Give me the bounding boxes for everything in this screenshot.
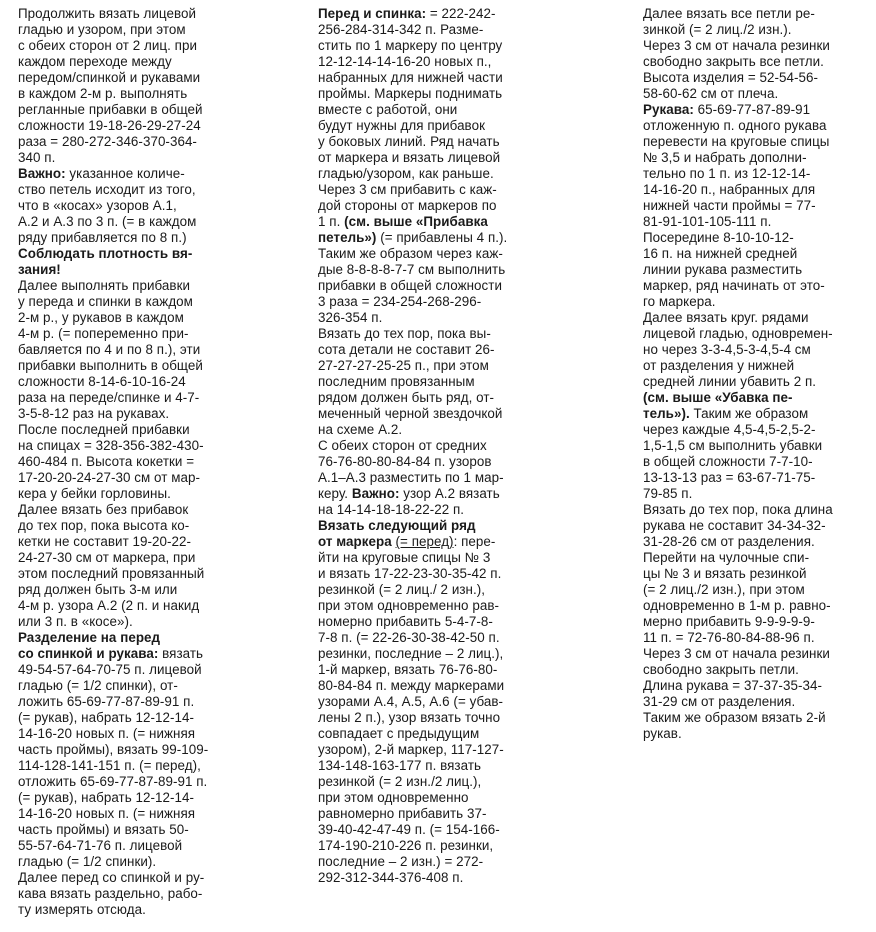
text-line: 13-13-13 раз = 63-67-71-75- bbox=[643, 470, 816, 485]
paragraph-division bbox=[18, 662, 208, 918]
text-line: кера у бейки горловины. bbox=[18, 486, 171, 501]
text-line: узором), 2-й маркер, 117-127- bbox=[318, 742, 504, 757]
text-line: с обеих сторон от 2 лиц. при bbox=[18, 38, 198, 53]
text-line: 49-54-57-64-70-75 п. лицевой bbox=[18, 662, 202, 677]
text-line: ложить 65-69-77-87-89-91 п. bbox=[18, 694, 195, 709]
text-line: кетки не составит 19-20-22- bbox=[18, 534, 192, 549]
text-line: 12-12-14-14-16-20 новых п., bbox=[318, 54, 492, 69]
text-line: 174-190-210-226 п. резинки, bbox=[318, 838, 494, 853]
text-line: лены 2 п.), узор вязать точно bbox=[318, 710, 501, 725]
text-line: 79-85 п. bbox=[643, 486, 693, 501]
text-line: Далее вязать все петли ре- bbox=[643, 6, 815, 21]
text-line: сложности 19-18-26-29-27-24 bbox=[18, 118, 201, 133]
increase-ref-line-2: петель») (= прибавлены 4 п.). bbox=[318, 230, 508, 245]
text-line: 4-м р. (= попеременно при- bbox=[18, 326, 189, 341]
text-line: у переда и спинки в каждом bbox=[18, 294, 193, 309]
heading-gauge-2: зания! bbox=[18, 262, 61, 277]
text-line: 3 раза = 234-254-268-296- bbox=[318, 294, 482, 309]
text-line: 3-5-8-12 раз на рукавах. bbox=[18, 406, 170, 421]
text-line: 31-28-26 см от разделения. bbox=[643, 534, 815, 549]
text-line: Через 3 см прибавить с каж- bbox=[318, 182, 497, 197]
text-line: перевести на круговые спицы bbox=[643, 134, 830, 149]
text-line: через каждые 4,5-4,5-2,5-2- bbox=[643, 422, 816, 437]
text-line: до тех пор, пока высота ко- bbox=[18, 518, 190, 533]
text-line: Вязать до тех пор, пока вы- bbox=[318, 326, 491, 341]
text-line: передом/спинкой и рукавами bbox=[18, 70, 201, 85]
text-line: тельно по 1 п. из 12-12-14- bbox=[643, 166, 811, 181]
text-line: узорами А.4, А.5, А.6 (= убав- bbox=[318, 694, 504, 709]
text-line: 134-148-163-177 п. вязать bbox=[318, 758, 482, 773]
paragraph-important bbox=[18, 182, 208, 246]
text-line: от разделения у нижней bbox=[643, 358, 795, 373]
text-line: мерно прибавить 9-9-9-9-9- bbox=[643, 614, 815, 629]
text-line: Длина рукава = 37-37-35-34- bbox=[643, 678, 822, 693]
text-line: 24-27-30 см от маркера, при bbox=[18, 550, 196, 565]
text-line: у боковых линий. Ряд начать bbox=[318, 134, 500, 149]
paragraph-front-back bbox=[318, 22, 507, 214]
text-line: последние – 2 изн.) = 272- bbox=[318, 854, 484, 869]
text-line: на схеме А.2. bbox=[318, 422, 403, 437]
text-line: рукав. bbox=[643, 726, 682, 741]
text-line: маркер, ряд начинать от это- bbox=[643, 278, 825, 293]
text-line: ряду прибавляется по 8 п.) bbox=[18, 230, 187, 245]
text-line: вместе с работой, они bbox=[318, 102, 458, 117]
text-line: резинкой (= 2 изн./2 лиц.), bbox=[318, 774, 482, 789]
text-line: 1-й маркер, вязать 76-76-80- bbox=[318, 662, 498, 677]
text-line: последним провязанным bbox=[318, 374, 475, 389]
text-line: Таким же образом через каж- bbox=[318, 246, 503, 261]
heading-front-back: Перед и спинка: = 222-242- bbox=[318, 6, 496, 21]
text-line: но через 3-3-4,5-3-4,5-4 см bbox=[643, 342, 811, 357]
text-line: ряд должен быть 3-м или bbox=[18, 582, 178, 597]
text-line: регланные прибавки в общей bbox=[18, 102, 203, 117]
text-line: Высота изделия = 52-54-56- bbox=[643, 70, 819, 85]
text-line: 14-16-20 новых п. (= нижняя bbox=[18, 726, 196, 741]
heading-next-row: Вязать следующий ряд bbox=[318, 518, 476, 533]
heading-next-row-2: от маркера (= перед): пере- bbox=[318, 534, 496, 549]
paragraph-raglan bbox=[18, 6, 208, 166]
column-3 bbox=[643, 6, 833, 742]
text-line: 58-60-62 см от плеча. bbox=[643, 86, 779, 101]
text-line: номерно прибавить 5-4-7-8- bbox=[318, 614, 493, 629]
text-line: А.2 и А.3 по 3 п. (= в каждом bbox=[18, 214, 197, 229]
text-line: равномерно прибавить 37- bbox=[318, 806, 487, 821]
text-line: Посередине 8-10-10-12- bbox=[643, 230, 794, 245]
text-line: Через 3 см от начала резинки bbox=[643, 646, 830, 661]
paragraph-sleeves bbox=[643, 118, 833, 390]
text-line: Через 3 см от начала резинки bbox=[643, 38, 830, 53]
text-line: (= рукав), набрать 12-12-14- bbox=[18, 790, 195, 805]
text-line: 2-м р., у рукавов в каждом bbox=[18, 310, 184, 325]
text-line: отложить 65-69-77-87-89-91 п. bbox=[18, 774, 208, 789]
text-line: 14-16-20 новых п. (= нижняя bbox=[18, 806, 196, 821]
text-line: гладью и узором, при этом bbox=[18, 22, 186, 37]
text-line: набранных для нижней части bbox=[318, 70, 503, 85]
text-line: дой стороны от маркеров по bbox=[318, 198, 497, 213]
text-line: при этом одновременно рав- bbox=[318, 598, 499, 613]
paragraph-pattern-count bbox=[318, 502, 507, 518]
text-line: 7-8 п. (= 22-26-30-38-42-50 п. bbox=[318, 630, 500, 645]
text-line: линии рукава разместить bbox=[643, 262, 803, 277]
text-line: часть проймы), вязать 99-109- bbox=[18, 742, 209, 757]
important-note-line-2: керу. Важно: узор А.2 вязать bbox=[318, 486, 500, 501]
text-line: сложности 8-14-6-10-16-24 bbox=[18, 374, 186, 389]
text-line: прибавки в общей сложности bbox=[318, 278, 502, 293]
text-line: А.1–А.3 разместить по 1 мар- bbox=[318, 470, 504, 485]
text-line: № 3,5 и набрать дополни- bbox=[643, 150, 807, 165]
text-line: нижней части проймы = 77- bbox=[643, 198, 816, 213]
text-line: каждом переходе между bbox=[18, 54, 172, 69]
text-line: раза на переде/спинке и 4-7- bbox=[18, 390, 200, 405]
text-line: свободно закрыть все петли. bbox=[643, 54, 824, 69]
text-line: в каждом 2-м р. выполнять bbox=[18, 86, 188, 101]
text-line: Таким же образом вязать 2-й bbox=[643, 710, 826, 725]
text-line: этом последний провязанный bbox=[18, 566, 205, 581]
text-line: ство петель исходит из того, bbox=[18, 182, 196, 197]
text-line: Продолжить вязать лицевой bbox=[18, 6, 197, 21]
text-line: свободно закрыть петли. bbox=[643, 662, 799, 677]
text-line: Далее вязать без прибавок bbox=[18, 502, 189, 517]
text-line: сота детали не составит 26- bbox=[318, 342, 495, 357]
paragraph-increases bbox=[18, 278, 208, 630]
text-line: резинкой (= 2 лиц./ 2 изн.), bbox=[318, 582, 486, 597]
text-line: 460-484 п. Высота кокетки = bbox=[18, 454, 195, 469]
text-line: рядом должен быть ряд, от- bbox=[318, 390, 495, 405]
text-line: гладью (= 1/2 спинки), от- bbox=[18, 678, 178, 693]
text-line: рукава не составит 34-34-32- bbox=[643, 518, 826, 533]
text-line: 17-20-20-24-27-30 см от мар- bbox=[18, 470, 200, 485]
important-label: Важно: bbox=[18, 166, 66, 181]
text-line: или 3 п. в «косе»). bbox=[18, 614, 133, 629]
text-line: что в «косах» узоров А.1, bbox=[18, 198, 177, 213]
text-line: Далее вязать круг. рядами bbox=[643, 310, 809, 325]
text-line: часть проймы) и вязать 50- bbox=[18, 822, 189, 837]
text-line: 76-76-80-80-84-84 п. узоров bbox=[318, 454, 492, 469]
text-line: 39-40-42-47-49 п. (= 154-166- bbox=[318, 822, 500, 837]
text-line: кава вязать раздельно, рабо- bbox=[18, 886, 203, 901]
heading-division: Разделение на перед bbox=[18, 630, 161, 645]
text-line: 55-57-64-71-76 п. лицевой bbox=[18, 838, 183, 853]
text-line: После последней прибавки bbox=[18, 422, 190, 437]
important-note-line: Важно: указанное количе- bbox=[18, 166, 185, 181]
heading-gauge: Соблюдать плотность вя- bbox=[18, 246, 193, 261]
text-line: 292-312-344-376-408 п. bbox=[318, 870, 464, 885]
text-line: 31-29 см от разделения. bbox=[643, 694, 796, 709]
text-line: от маркера и вязать лицевой bbox=[318, 150, 501, 165]
text-line: лицевой гладью, одновремен- bbox=[643, 326, 833, 341]
text-line: прибавки выполнить в общей bbox=[18, 358, 203, 373]
text-line: средней линии убавить 2 п. bbox=[643, 374, 817, 389]
text-line: 340 п. bbox=[18, 150, 56, 165]
text-line: зинкой (= 2 лиц./2 изн.). bbox=[643, 22, 792, 37]
text-line: меченный черной звездочкой bbox=[318, 406, 503, 421]
column-2 bbox=[318, 6, 507, 886]
text-line: Вязать до тех пор, пока длина bbox=[643, 502, 833, 517]
text-line: резинки, последние – 2 лиц.), bbox=[318, 646, 504, 661]
heading-division-2: со спинкой и рукава: вязать bbox=[18, 646, 204, 661]
text-line: го маркера. bbox=[643, 294, 716, 309]
text-line: 27-27-27-25-25 п., при этом bbox=[318, 358, 489, 373]
text-line: Далее перед со спинкой и ру- bbox=[18, 870, 205, 885]
decrease-ref-line-2: тель»). Таким же образом bbox=[643, 406, 809, 421]
paragraph-sleeve-finish bbox=[643, 422, 833, 742]
text-line: 114-128-141-151 п. (= перед), bbox=[18, 758, 201, 773]
text-line: 11 п. = 72-76-80-84-88-96 п. bbox=[643, 630, 815, 645]
paragraph-height bbox=[318, 246, 507, 486]
text-line: 16 п. на нижней средней bbox=[643, 246, 798, 261]
increase-ref-line: 1 п. (см. выше «Прибавка bbox=[318, 214, 488, 229]
column-1 bbox=[18, 6, 208, 918]
text-line: при этом одновременно bbox=[318, 790, 469, 805]
text-line: Перейти на чулочные спи- bbox=[643, 550, 810, 565]
text-line: совпадает с предыдущим bbox=[318, 726, 480, 741]
text-line: бавляется по 4 и по 8 п.), эти bbox=[18, 342, 201, 357]
text-line: 14-16-20 п., набранных для bbox=[643, 182, 816, 197]
text-line: 4-м р. узора А.2 (2 п. и накид bbox=[18, 598, 200, 613]
text-line: цы № 3 и вязать резинкой bbox=[643, 566, 807, 581]
heading-sleeves: Рукава: 65-69-77-87-89-91 bbox=[643, 102, 811, 117]
text-line: проймы. Маркеры поднимать bbox=[318, 86, 503, 101]
text-line: гладью (= 1/2 спинки). bbox=[18, 854, 157, 869]
text-line: (= рукав), набрать 12-12-14- bbox=[18, 710, 195, 725]
text-line: на спицах = 328-356-382-430- bbox=[18, 438, 204, 453]
paragraph-finish bbox=[643, 6, 833, 102]
text-line: йти на круговые спицы № 3 bbox=[318, 550, 491, 565]
text-line: 80-84-84 п. между маркерами bbox=[318, 678, 505, 693]
text-line: будут нужны для прибавок bbox=[318, 118, 485, 133]
text-line: в общей сложности 7-7-10- bbox=[643, 454, 813, 469]
text-line: С обеих сторон от средних bbox=[318, 438, 487, 453]
text-line: гладью/узором, как раньше. bbox=[318, 166, 494, 181]
text-line: 81-91-101-105-111 п. bbox=[643, 214, 772, 229]
text-line: одновременно в 1-м р. равно- bbox=[643, 598, 831, 613]
text-line: дые 8-8-8-8-7-7 см выполнить bbox=[318, 262, 506, 277]
text-line: раза = 280-272-346-370-364- bbox=[18, 134, 197, 149]
text-line: 1,5-1,5 см выполнить убавки bbox=[643, 438, 823, 453]
text-line: отложенную п. одного рукава bbox=[643, 118, 827, 133]
paragraph-ribbing bbox=[318, 550, 507, 886]
text-line: стить по 1 маркеру по центру bbox=[318, 38, 503, 53]
text-line: 326-354 п. bbox=[318, 310, 383, 325]
decrease-ref-line: (см. выше «Убавка пе- bbox=[643, 390, 793, 405]
text-line: (= 2 лиц./2 изн.), при этом bbox=[643, 582, 805, 597]
text-line: ту измерять отсюда. bbox=[18, 902, 146, 917]
text-line: на 14-14-18-18-22-22 п. bbox=[318, 502, 465, 517]
text-line: и вязать 17-22-23-30-35-42 п. bbox=[318, 566, 502, 581]
text-line: 256-284-314-342 п. Размe- bbox=[318, 22, 484, 37]
text-line: Далее выполнять прибавки bbox=[18, 278, 191, 293]
